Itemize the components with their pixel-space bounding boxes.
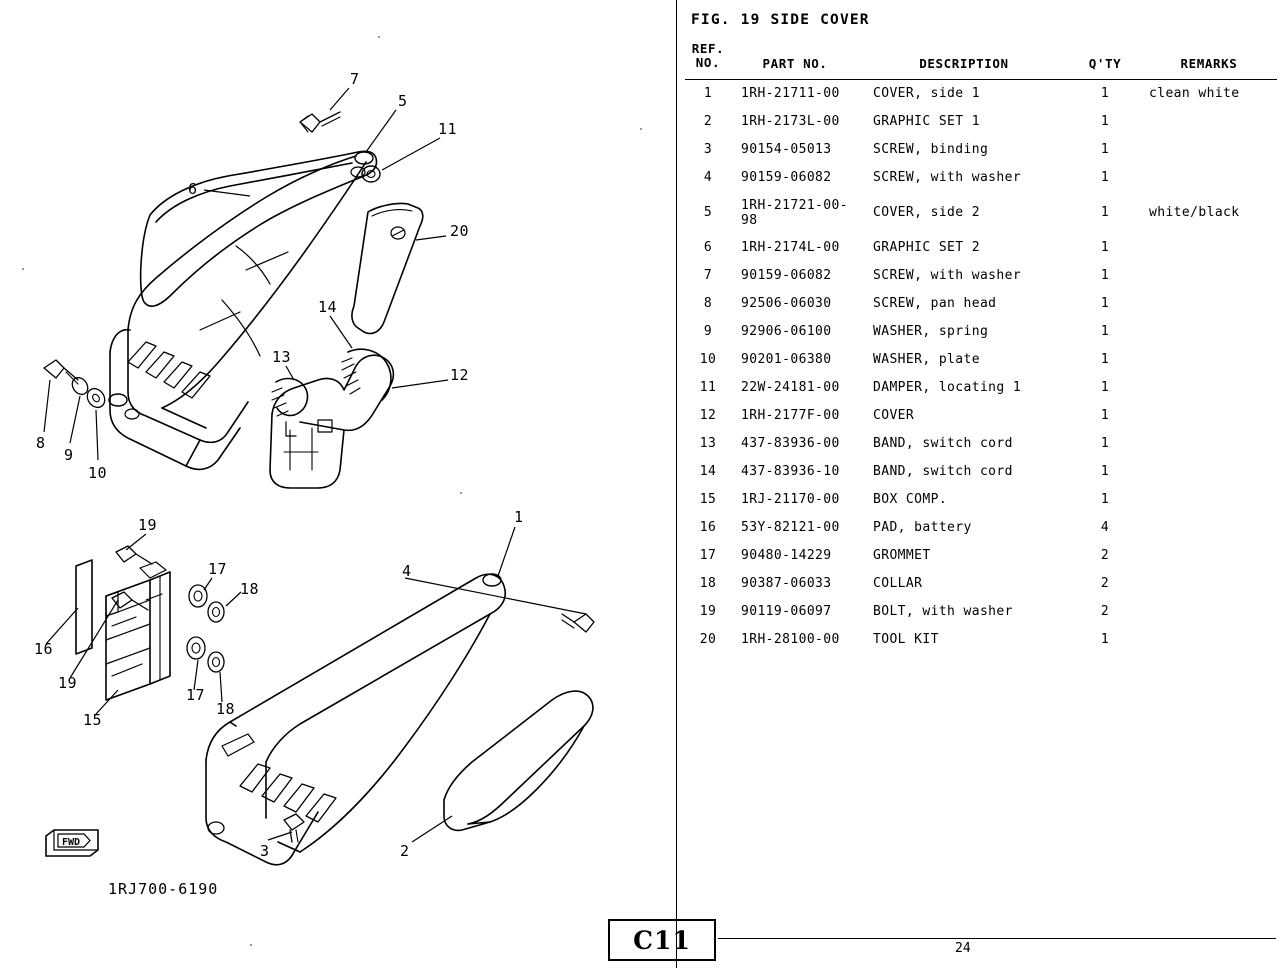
- callout-17-upper: 17: [208, 560, 228, 578]
- cell-ref: 20: [699, 632, 717, 648]
- table-row: [685, 402, 1277, 430]
- cell-remarks: [1141, 262, 1277, 290]
- table-row: [685, 79, 1277, 108]
- cell-qty: 1: [1100, 86, 1110, 102]
- cell-ref: 15: [699, 492, 717, 508]
- cell-description: SCREW, with washer: [873, 170, 1022, 186]
- cell-description: WASHER, plate: [873, 352, 980, 368]
- cell-part-no: 1RH-2177F-00: [741, 408, 840, 424]
- callout-12: 12: [450, 366, 470, 384]
- cell-description: COVER: [873, 408, 915, 424]
- cell-ref: 1: [703, 86, 713, 102]
- cell-remarks: [1141, 374, 1277, 402]
- table-row: [685, 514, 1277, 542]
- callout-10: 10: [88, 464, 108, 482]
- scan-speck: [640, 128, 642, 130]
- cell-ref: 12: [699, 408, 717, 424]
- cell-part-no: 437-83936-00: [741, 436, 840, 452]
- cell-qty: 2: [1100, 548, 1110, 564]
- cell-qty: 1: [1100, 324, 1110, 340]
- parts-table: [685, 38, 1277, 654]
- cell-qty: 1: [1100, 240, 1110, 256]
- callout-11: 11: [438, 120, 458, 138]
- cell-qty: 1: [1100, 632, 1110, 648]
- cell-description: DAMPER, locating 1: [873, 380, 1022, 396]
- cell-part-no: 90201-06380: [741, 352, 832, 368]
- cell-ref: 5: [703, 205, 713, 221]
- callout-20: 20: [450, 222, 470, 240]
- callout-17-lower: 17: [186, 686, 206, 704]
- drawing-code: 1RJ700-6190: [108, 880, 219, 898]
- callout-13: 13: [272, 348, 292, 366]
- footer-rule: [718, 938, 1276, 939]
- header-part-no: PART NO.: [731, 38, 859, 79]
- cell-ref: 9: [703, 324, 713, 340]
- cell-part-no: 90159-06082: [741, 268, 832, 284]
- callout-2: 2: [400, 842, 410, 860]
- parts-table-body: [685, 79, 1277, 654]
- cell-remarks: [1141, 570, 1277, 598]
- cell-remarks: [1141, 542, 1277, 570]
- cell-description: SCREW, pan head: [873, 296, 997, 312]
- table-row: [685, 542, 1277, 570]
- header-qty: Q'TY: [1069, 38, 1141, 79]
- cell-remarks: [1141, 486, 1277, 514]
- cell-remarks: clean white: [1149, 86, 1240, 102]
- cell-description: WASHER, spring: [873, 324, 989, 340]
- header-remarks: REMARKS: [1141, 38, 1277, 79]
- cell-part-no: 90119-06097: [741, 604, 832, 620]
- table-row: [685, 234, 1277, 262]
- callout-7: 7: [350, 70, 360, 88]
- cell-part-no: 90154-05013: [741, 142, 832, 158]
- cell-qty: 1: [1100, 170, 1110, 186]
- callout-19-lower: 19: [58, 674, 78, 692]
- table-row: [685, 570, 1277, 598]
- header-ref-line1: REF.: [691, 41, 725, 56]
- cell-description: COVER, side 2: [873, 205, 980, 221]
- cell-remarks: [1141, 458, 1277, 486]
- callout-14: 14: [318, 298, 338, 316]
- cell-description: GRAPHIC SET 2: [873, 240, 980, 256]
- parts-table-header: [685, 38, 1277, 79]
- cell-ref: 3: [703, 142, 713, 158]
- table-row: [685, 458, 1277, 486]
- cell-ref: 8: [703, 296, 713, 312]
- cell-qty: 1: [1100, 464, 1110, 480]
- cell-ref: 18: [699, 576, 717, 592]
- cell-description: BOX COMP.: [873, 492, 948, 508]
- cell-remarks: [1141, 626, 1277, 654]
- callout-18-lower: 18: [216, 700, 236, 718]
- parts-table-panel: [676, 0, 1286, 968]
- table-row: [685, 430, 1277, 458]
- svg-text:FWD: FWD: [62, 837, 81, 848]
- cell-part-no: 90159-06082: [741, 170, 832, 186]
- cell-description: SCREW, binding: [873, 142, 989, 158]
- cell-ref: 10: [699, 352, 717, 368]
- cell-description: PAD, battery: [873, 520, 972, 536]
- cell-qty: 1: [1100, 352, 1110, 368]
- cell-ref: 14: [699, 464, 717, 480]
- cell-description: GRAPHIC SET 1: [873, 114, 980, 130]
- cell-qty: 1: [1100, 142, 1110, 158]
- callout-9: 9: [64, 446, 74, 464]
- callout-1: 1: [514, 508, 524, 526]
- cell-description: BAND, switch cord: [873, 464, 1013, 480]
- cell-ref: 19: [699, 604, 717, 620]
- cell-part-no: 53Y-82121-00: [741, 520, 840, 536]
- callout-16: 16: [34, 640, 54, 658]
- cell-ref: 6: [703, 240, 713, 256]
- cell-description: GROMMET: [873, 548, 931, 564]
- table-row: [685, 136, 1277, 164]
- cell-ref: 16: [699, 520, 717, 536]
- header-ref-line2: NO.: [695, 55, 721, 71]
- cell-qty: 1: [1100, 296, 1110, 312]
- table-row: [685, 318, 1277, 346]
- cell-description: SCREW, with washer: [873, 268, 1022, 284]
- callout-3: 3: [260, 842, 270, 860]
- table-row: [685, 598, 1277, 626]
- cell-ref: 11: [699, 380, 717, 396]
- header-ref-no: [685, 38, 731, 79]
- cell-qty: 1: [1100, 205, 1110, 221]
- table-row: [685, 262, 1277, 290]
- cell-remarks: [1141, 402, 1277, 430]
- section-code-box: [608, 919, 716, 961]
- cell-ref: 7: [703, 268, 713, 284]
- callout-5: 5: [398, 92, 408, 110]
- cell-remarks: [1141, 136, 1277, 164]
- callout-15: 15: [83, 711, 103, 729]
- cell-description: COVER, side 1: [873, 86, 980, 102]
- table-row: [685, 290, 1277, 318]
- cell-qty: 1: [1100, 492, 1110, 508]
- callout-6: 6: [188, 180, 198, 198]
- cell-remarks: [1141, 514, 1277, 542]
- cell-qty: 1: [1100, 408, 1110, 424]
- cell-qty: 2: [1100, 604, 1110, 620]
- cell-part-no: 92506-06030: [741, 296, 832, 312]
- cell-remarks: [1141, 598, 1277, 626]
- callout-19-upper: 19: [138, 516, 158, 534]
- cell-qty: 1: [1100, 114, 1110, 130]
- table-row: [685, 346, 1277, 374]
- cell-qty: 1: [1100, 268, 1110, 284]
- page-number: 24: [955, 941, 971, 956]
- fwd-direction-icon: [44, 828, 100, 858]
- header-description: DESCRIPTION: [859, 38, 1069, 79]
- cell-description: COLLAR: [873, 576, 923, 592]
- cell-part-no: 90387-06033: [741, 576, 832, 592]
- cell-description: BAND, switch cord: [873, 436, 1013, 452]
- cell-part-no: 1RH-21711-00: [741, 86, 840, 102]
- table-row: [685, 374, 1277, 402]
- cell-qty: 2: [1100, 576, 1110, 592]
- cell-part-no: 90480-14229: [741, 548, 832, 564]
- cell-part-no: 1RJ-21170-00: [741, 492, 840, 508]
- cell-ref: 2: [703, 114, 713, 130]
- table-row: [685, 192, 1277, 234]
- cell-remarks: [1141, 290, 1277, 318]
- cell-remarks: [1141, 234, 1277, 262]
- cell-qty: 1: [1100, 380, 1110, 396]
- cell-qty: 1: [1100, 436, 1110, 452]
- cell-description: TOOL KIT: [873, 632, 939, 648]
- cell-remarks: [1141, 318, 1277, 346]
- figure-title: FIG. 19 SIDE COVER: [691, 12, 870, 28]
- cell-remarks: [1141, 430, 1277, 458]
- cell-part-no: 1RH-2174L-00: [741, 240, 840, 256]
- scan-speck: [250, 944, 252, 946]
- table-row: [685, 626, 1277, 654]
- cell-remarks: [1141, 164, 1277, 192]
- callout-18-upper: 18: [240, 580, 260, 598]
- scan-speck: [460, 492, 462, 494]
- cell-part-no: 1RH-21721-00-98: [741, 197, 848, 228]
- table-row: [685, 486, 1277, 514]
- cell-remarks: white/black: [1149, 205, 1240, 221]
- cell-part-no: 437-83936-10: [741, 464, 840, 480]
- cell-part-no: 92906-06100: [741, 324, 832, 340]
- section-code: C11: [633, 925, 691, 955]
- callout-8: 8: [36, 434, 46, 452]
- callout-4: 4: [402, 562, 412, 580]
- cell-ref: 17: [699, 548, 717, 564]
- cell-part-no: 1RH-28100-00: [741, 632, 840, 648]
- cell-remarks: [1141, 108, 1277, 136]
- cell-part-no: 22W-24181-00: [741, 380, 840, 396]
- scan-speck: [22, 268, 24, 270]
- cell-ref: 13: [699, 436, 717, 452]
- cell-remarks: [1141, 346, 1277, 374]
- cell-description: BOLT, with washer: [873, 604, 1013, 620]
- table-row: [685, 108, 1277, 136]
- scan-speck: [378, 36, 380, 38]
- cell-ref: 4: [703, 170, 713, 186]
- cell-qty: 4: [1100, 520, 1110, 536]
- table-row: [685, 164, 1277, 192]
- cell-part-no: 1RH-2173L-00: [741, 114, 840, 130]
